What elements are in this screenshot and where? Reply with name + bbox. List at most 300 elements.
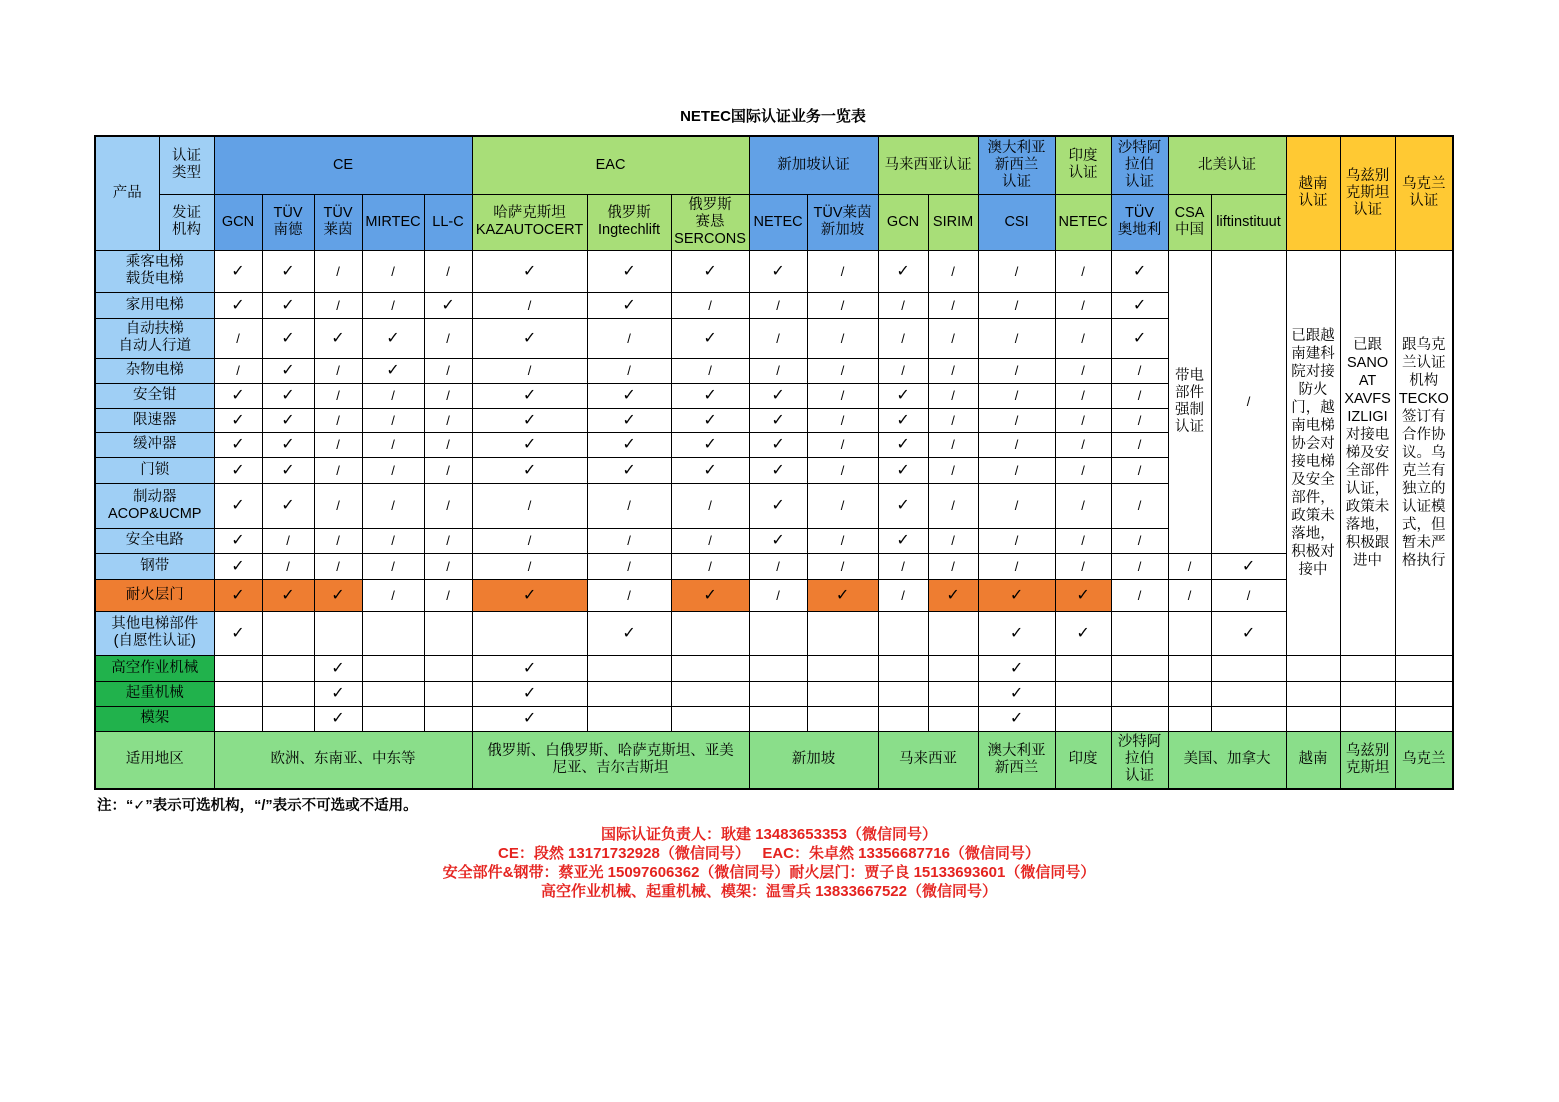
table-cell: ✓ xyxy=(978,706,1055,731)
header-product: 产品 xyxy=(95,136,159,250)
table-cell: ✓ xyxy=(878,250,928,292)
table-cell: / xyxy=(424,383,472,408)
table-cell: ✓ xyxy=(1055,579,1111,611)
table-cell: ✓ xyxy=(587,383,671,408)
table-cell: ✓ xyxy=(878,383,928,408)
table-cell xyxy=(1111,611,1168,655)
table-cell: / xyxy=(807,318,878,358)
table-cell: ✓ xyxy=(362,358,424,383)
table-cell: ✓ xyxy=(262,432,314,457)
table-cell: / xyxy=(878,318,928,358)
product-label: 安全电路 xyxy=(95,528,214,553)
product-label: 自动扶梯 自动人行道 xyxy=(95,318,214,358)
table-cell xyxy=(1211,681,1286,706)
product-label: 家用电梯 xyxy=(95,292,214,318)
table-cell: / xyxy=(928,432,978,457)
table-cell: ✓ xyxy=(1211,553,1286,579)
table-cell: / xyxy=(1055,292,1111,318)
table-cell xyxy=(214,681,262,706)
table-cell: ✓ xyxy=(978,611,1055,655)
table-cell: ✓ xyxy=(262,408,314,432)
region-cell: 印度 xyxy=(1055,731,1111,789)
table-row xyxy=(95,611,1453,655)
group-header: CE xyxy=(214,136,472,194)
table-cell xyxy=(1055,681,1111,706)
issuer-header: GCN xyxy=(214,194,262,250)
table-cell: / xyxy=(1111,528,1168,553)
table-cell: / xyxy=(749,318,807,358)
table-cell: / xyxy=(424,483,472,528)
group-header: 新加坡认证 xyxy=(749,136,878,194)
table-cell: ✓ xyxy=(878,432,928,457)
table-cell: / xyxy=(587,318,671,358)
table-cell: / xyxy=(314,408,362,432)
table-cell: / xyxy=(807,358,878,383)
table-cell: / xyxy=(749,292,807,318)
table-cell xyxy=(928,611,978,655)
table-cell: / xyxy=(587,553,671,579)
table-cell xyxy=(1340,655,1395,681)
table-cell: / xyxy=(362,383,424,408)
table-cell: / xyxy=(807,250,878,292)
table-cell: / xyxy=(1055,250,1111,292)
region-cell: 澳大利亚 新西兰 xyxy=(978,731,1055,789)
table-cell xyxy=(878,706,928,731)
table-cell xyxy=(1340,706,1395,731)
table-row xyxy=(95,579,1453,611)
table-cell: / xyxy=(424,553,472,579)
table-row xyxy=(95,136,1453,194)
table-cell: ✓ xyxy=(472,706,587,731)
issuer-header: CSA 中国 xyxy=(1168,194,1211,250)
table-cell: ✓ xyxy=(262,318,314,358)
table-cell: / xyxy=(1055,318,1111,358)
table-cell xyxy=(587,681,671,706)
table-cell: / xyxy=(214,358,262,383)
table-cell xyxy=(928,681,978,706)
table-cell: / xyxy=(671,553,749,579)
table-cell: ✓ xyxy=(214,579,262,611)
table-cell: ✓ xyxy=(262,383,314,408)
table-cell: / xyxy=(1168,579,1211,611)
table-cell: / xyxy=(1111,483,1168,528)
product-label: 安全钳 xyxy=(95,383,214,408)
issuer-header: MIRTEC xyxy=(362,194,424,250)
table-row xyxy=(95,194,1453,250)
product-label: 其他电梯部件 (自愿性认证) xyxy=(95,611,214,655)
table-cell: / xyxy=(362,483,424,528)
table-row xyxy=(95,250,1453,292)
table-cell: ✓ xyxy=(749,408,807,432)
table-cell: / xyxy=(424,528,472,553)
table-cell: ✓ xyxy=(671,579,749,611)
issuer-header: TÜV 奥地利 xyxy=(1111,194,1168,250)
table-cell: / xyxy=(1111,579,1168,611)
table-cell: / xyxy=(314,292,362,318)
table-cell: ✓ xyxy=(472,318,587,358)
table-cell: ✓ xyxy=(472,408,587,432)
table-cell: ✓ xyxy=(472,250,587,292)
table-cell: ✓ xyxy=(314,681,362,706)
table-cell: / xyxy=(1055,383,1111,408)
table-cell: / xyxy=(671,528,749,553)
table-cell xyxy=(878,611,928,655)
contact-line: 国际认证负责人：耿建 13483653353（微信同号） xyxy=(601,826,937,843)
table-row xyxy=(95,706,1453,731)
table-cell: ✓ xyxy=(314,655,362,681)
table-cell: / xyxy=(671,483,749,528)
table-cell: ✓ xyxy=(1055,611,1111,655)
table-cell: / xyxy=(928,383,978,408)
product-label: 耐火层门 xyxy=(95,579,214,611)
table-cell: ✓ xyxy=(214,553,262,579)
table-cell: ✓ xyxy=(587,432,671,457)
table-cell xyxy=(878,681,928,706)
table-cell: / xyxy=(749,579,807,611)
table-cell: / xyxy=(214,318,262,358)
issuer-header: NETEC xyxy=(749,194,807,250)
region-cell: 乌克兰 xyxy=(1395,731,1453,789)
table-cell: ✓ xyxy=(472,383,587,408)
table-cell: ✓ xyxy=(749,250,807,292)
table-cell: / xyxy=(878,292,928,318)
table-cell: ✓ xyxy=(214,383,262,408)
table-cell: / xyxy=(878,579,928,611)
table-cell xyxy=(807,681,878,706)
table-cell: / xyxy=(807,292,878,318)
table-cell xyxy=(587,706,671,731)
table-cell: / xyxy=(978,318,1055,358)
header-issuer: 发证 机构 xyxy=(159,194,214,250)
table-cell: ✓ xyxy=(262,250,314,292)
table-cell: / xyxy=(1111,553,1168,579)
region-cell: 新加坡 xyxy=(749,731,878,789)
table-cell: ✓ xyxy=(978,681,1055,706)
table-cell: / xyxy=(928,408,978,432)
table-cell xyxy=(928,706,978,731)
region-cell: 乌兹别 克斯坦 xyxy=(1340,731,1395,789)
group-header: 乌克兰 认证 xyxy=(1395,136,1453,250)
table-cell xyxy=(362,611,424,655)
table-cell xyxy=(262,681,314,706)
table-cell xyxy=(807,611,878,655)
table-cell: / xyxy=(978,250,1055,292)
issuer-header: TÜV莱茵 新加坡 xyxy=(807,194,878,250)
table-cell: ✓ xyxy=(214,292,262,318)
table-cell: / xyxy=(587,483,671,528)
table-cell: / xyxy=(1055,408,1111,432)
table-cell xyxy=(1168,706,1211,731)
product-label: 缓冲器 xyxy=(95,432,214,457)
issuer-header: 哈萨克斯坦 KAZAUTOCERT xyxy=(472,194,587,250)
table-cell: / xyxy=(472,358,587,383)
table-cell: ✓ xyxy=(587,457,671,483)
table-cell: / xyxy=(1055,457,1111,483)
table-cell xyxy=(1211,655,1286,681)
table-cell: / xyxy=(928,318,978,358)
table-cell: / xyxy=(362,528,424,553)
group-header: 越南 认证 xyxy=(1286,136,1340,250)
table-cell: ✓ xyxy=(314,579,362,611)
table-cell xyxy=(424,611,472,655)
issuer-header: NETEC xyxy=(1055,194,1111,250)
table-cell: / xyxy=(978,383,1055,408)
table-cell: ✓ xyxy=(928,579,978,611)
table-cell: / xyxy=(424,250,472,292)
table-row xyxy=(95,655,1453,681)
table-cell xyxy=(1055,655,1111,681)
table-cell: / xyxy=(928,483,978,528)
table-cell: / xyxy=(807,553,878,579)
table-cell: / xyxy=(424,579,472,611)
table-cell: / xyxy=(1055,483,1111,528)
table-cell: / xyxy=(978,553,1055,579)
table-row xyxy=(95,681,1453,706)
table-cell: / xyxy=(314,383,362,408)
table-cell: / xyxy=(362,432,424,457)
table-cell: / xyxy=(362,553,424,579)
group-header: 乌兹别 克斯坦 认证 xyxy=(1340,136,1395,250)
table-cell: / xyxy=(1055,358,1111,383)
table-cell xyxy=(749,611,807,655)
table-cell: ✓ xyxy=(749,483,807,528)
group-header: EAC xyxy=(472,136,749,194)
product-label: 起重机械 xyxy=(95,681,214,706)
csa-note-cell: 带电 部件 强制 认证 xyxy=(1168,250,1211,553)
table-cell: / xyxy=(424,457,472,483)
table-cell: ✓ xyxy=(1111,250,1168,292)
table-cell: / xyxy=(978,358,1055,383)
issuer-header: liftinstituut xyxy=(1211,194,1286,250)
table-cell: / xyxy=(978,528,1055,553)
table-cell xyxy=(671,655,749,681)
table-cell: ✓ xyxy=(472,681,587,706)
group-header: 沙特阿 拉伯 认证 xyxy=(1111,136,1168,194)
table-cell: / xyxy=(1111,457,1168,483)
table-cell xyxy=(749,681,807,706)
table-cell: / xyxy=(1111,383,1168,408)
table-cell: / xyxy=(424,318,472,358)
table-cell xyxy=(262,655,314,681)
table-cell: / xyxy=(1168,553,1211,579)
table-cell: / xyxy=(262,553,314,579)
table-cell: / xyxy=(314,483,362,528)
table-cell xyxy=(1395,681,1453,706)
vietnam-note-cell: 已跟越 南建科 院对接 防火 门，越 南电梯 协会对 接电梯 及安全 部件， 政策未 落地， 积极对 接中 xyxy=(1286,250,1340,655)
table-cell: ✓ xyxy=(1111,292,1168,318)
product-label: 杂物电梯 xyxy=(95,358,214,383)
table-cell xyxy=(1286,681,1340,706)
table-cell: / xyxy=(1111,358,1168,383)
table-cell xyxy=(262,706,314,731)
table-cell xyxy=(671,706,749,731)
group-header: 北美认证 xyxy=(1168,136,1286,194)
table-cell: ✓ xyxy=(262,483,314,528)
table-cell xyxy=(362,655,424,681)
table-cell: / xyxy=(1055,528,1111,553)
table-cell: ✓ xyxy=(878,457,928,483)
table-cell: ✓ xyxy=(587,408,671,432)
table-cell: / xyxy=(807,528,878,553)
table-cell: / xyxy=(362,292,424,318)
table-row xyxy=(95,731,1453,789)
table-cell: / xyxy=(1211,579,1286,611)
table-cell: / xyxy=(928,250,978,292)
table-cell: / xyxy=(472,528,587,553)
table-cell: / xyxy=(807,383,878,408)
table-cell xyxy=(1111,681,1168,706)
group-header: 马来西亚认证 xyxy=(878,136,978,194)
table-cell: ✓ xyxy=(587,611,671,655)
page-title: NETEC国际认证业务一览表 xyxy=(680,108,866,125)
issuer-header: 俄罗斯 赛恳 SERCONS xyxy=(671,194,749,250)
table-cell: / xyxy=(472,483,587,528)
table-cell xyxy=(1395,655,1453,681)
table-cell xyxy=(1395,706,1453,731)
table-cell: / xyxy=(314,432,362,457)
table-cell xyxy=(749,706,807,731)
table-cell xyxy=(749,655,807,681)
table-cell xyxy=(1211,706,1286,731)
table-cell xyxy=(214,655,262,681)
table-cell: / xyxy=(978,432,1055,457)
table-cell: ✓ xyxy=(749,383,807,408)
table-cell xyxy=(1168,681,1211,706)
table-cell: ✓ xyxy=(807,579,878,611)
table-cell: ✓ xyxy=(214,611,262,655)
table-cell xyxy=(1340,681,1395,706)
table-cell: / xyxy=(587,358,671,383)
issuer-header: TÜV 莱茵 xyxy=(314,194,362,250)
table-cell: / xyxy=(314,457,362,483)
table-cell: / xyxy=(878,358,928,383)
table-cell: / xyxy=(978,292,1055,318)
table-cell: / xyxy=(928,553,978,579)
table-cell: / xyxy=(1055,553,1111,579)
table-cell: / xyxy=(671,292,749,318)
issuer-header: LL-C xyxy=(424,194,472,250)
table-cell: ✓ xyxy=(1111,318,1168,358)
table-cell: / xyxy=(362,408,424,432)
table-cell xyxy=(1111,706,1168,731)
table-cell xyxy=(424,655,472,681)
table-cell xyxy=(807,706,878,731)
table-cell: ✓ xyxy=(214,483,262,528)
table-cell: / xyxy=(587,528,671,553)
table-cell: ✓ xyxy=(749,457,807,483)
table-cell: / xyxy=(362,457,424,483)
issuer-header: TÜV 南德 xyxy=(262,194,314,250)
table-cell: ✓ xyxy=(671,457,749,483)
header-cert-type: 认证 类型 xyxy=(159,136,214,194)
table-cell: ✓ xyxy=(671,432,749,457)
issuer-header: GCN xyxy=(878,194,928,250)
table-cell: / xyxy=(424,432,472,457)
table-cell xyxy=(928,655,978,681)
table-cell: / xyxy=(362,579,424,611)
table-cell: ✓ xyxy=(587,292,671,318)
product-label: 乘客电梯 载货电梯 xyxy=(95,250,214,292)
table-cell: ✓ xyxy=(262,457,314,483)
table-cell xyxy=(1055,706,1111,731)
table-cell xyxy=(1168,655,1211,681)
table-cell xyxy=(671,611,749,655)
table-cell: / xyxy=(928,528,978,553)
table-cell: / xyxy=(314,250,362,292)
table-cell: / xyxy=(362,250,424,292)
table-cell: / xyxy=(807,483,878,528)
table-row xyxy=(95,553,1453,579)
table-cell: / xyxy=(1055,432,1111,457)
table-cell: / xyxy=(749,553,807,579)
table-cell: ✓ xyxy=(878,408,928,432)
table-cell: / xyxy=(587,579,671,611)
table-cell xyxy=(587,655,671,681)
table-cell: / xyxy=(424,408,472,432)
table-cell xyxy=(807,655,878,681)
region-cell: 马来西亚 xyxy=(878,731,978,789)
contact-line: 高空作业机械、起重机械、模架：温雪兵 13833667522（微信同号） xyxy=(541,883,997,900)
table-cell xyxy=(314,611,362,655)
group-header: 印度 认证 xyxy=(1055,136,1111,194)
table-cell: / xyxy=(472,553,587,579)
table-cell: / xyxy=(807,457,878,483)
table-cell: ✓ xyxy=(472,432,587,457)
table-cell xyxy=(262,611,314,655)
region-cell: 越南 xyxy=(1286,731,1340,789)
table-cell: ✓ xyxy=(978,579,1055,611)
table-cell: / xyxy=(1111,432,1168,457)
table-cell: ✓ xyxy=(214,457,262,483)
table-cell: ✓ xyxy=(214,528,262,553)
table-cell: / xyxy=(807,432,878,457)
table-cell: ✓ xyxy=(262,579,314,611)
table-cell: / xyxy=(928,292,978,318)
table-cell: ✓ xyxy=(424,292,472,318)
product-label: 钢带 xyxy=(95,553,214,579)
ukraine-note-cell: 跟乌克 兰认证 机构 TECKO 签订有 合作协 议。乌 克兰有 独立的 认证模 式，但 暂未严 格执行 xyxy=(1395,250,1453,655)
table-cell xyxy=(1286,706,1340,731)
table-cell: ✓ xyxy=(214,408,262,432)
table-cell xyxy=(362,706,424,731)
table-cell: ✓ xyxy=(671,408,749,432)
table-cell: ✓ xyxy=(749,432,807,457)
region-label: 适用地区 xyxy=(95,731,214,789)
region-cell: 美国、加拿大 xyxy=(1168,731,1286,789)
table-cell: ✓ xyxy=(262,292,314,318)
table-cell xyxy=(1168,611,1211,655)
table-cell: ✓ xyxy=(671,383,749,408)
table-cell: / xyxy=(928,457,978,483)
issuer-header: SIRIM xyxy=(928,194,978,250)
table-cell xyxy=(1111,655,1168,681)
table-cell: / xyxy=(314,358,362,383)
table-cell: ✓ xyxy=(749,528,807,553)
table-cell: ✓ xyxy=(314,706,362,731)
product-label: 制动器 ACOP&UCMP xyxy=(95,483,214,528)
table-cell: ✓ xyxy=(978,655,1055,681)
region-cell: 沙特阿 拉伯 认证 xyxy=(1111,731,1168,789)
table-cell: / xyxy=(878,553,928,579)
contact-line: 安全部件&钢带：蔡亚光 15097606362（微信同号）耐火层门：贾子良 15133693601（微信同号） xyxy=(442,864,1096,881)
table-cell: ✓ xyxy=(214,432,262,457)
table-cell: ✓ xyxy=(472,655,587,681)
table-cell: ✓ xyxy=(878,528,928,553)
table-cell: ✓ xyxy=(214,250,262,292)
table-cell: ✓ xyxy=(262,358,314,383)
table-cell: ✓ xyxy=(671,318,749,358)
contact-block xyxy=(0,825,1538,901)
